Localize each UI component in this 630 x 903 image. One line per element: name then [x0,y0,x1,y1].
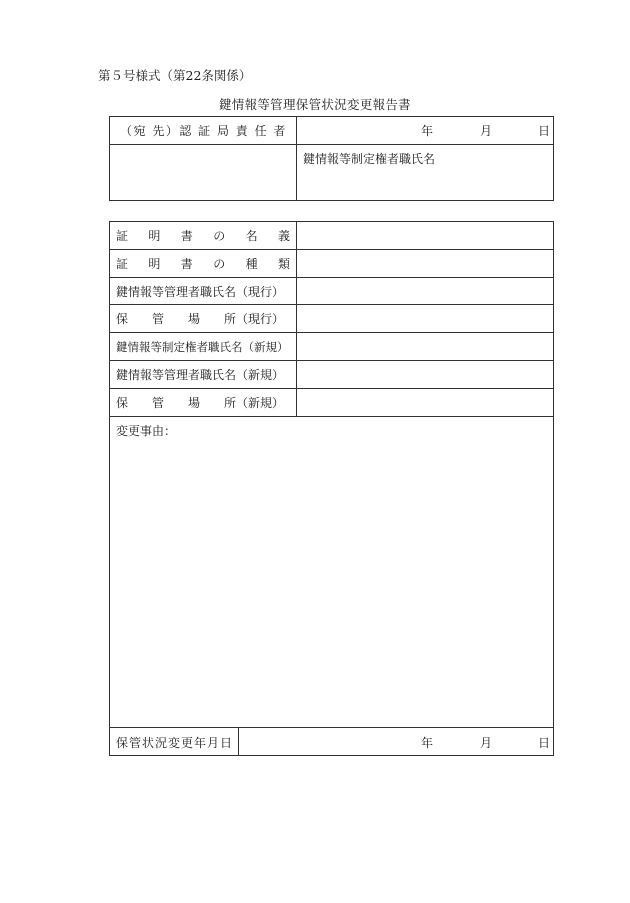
row-label-current-manager [110,278,296,304]
addressee-cell [110,117,296,144]
change-reason-label: 変更事由： [116,424,177,438]
row-value-current-manager[interactable] [297,278,553,304]
change-date-label: 保管状況変更年月日 [116,736,234,750]
signer-label: 鍵情報等制定権者職氏名 [303,152,436,166]
row-label-text: 鍵情報等管理者職氏名（現行） [116,284,285,299]
header-date-day: 日 [538,124,551,138]
header-date-month: 月 [480,124,493,138]
form-number-label: 第５号様式（第22条関係） [98,68,252,83]
header-date[interactable] [297,122,553,142]
addressee-label: （宛 先）認 証 局 責 任 者 [120,124,287,138]
change-date-field[interactable] [239,734,553,754]
addressee-name-field[interactable] [110,145,296,200]
header-date-year: 年 [421,124,434,138]
footer-date-day: 日 [538,736,551,750]
row-label-text: 証 明 書 の 種 類 [116,257,290,271]
change-date-label-cell [110,728,238,755]
row-label-current-location [110,305,296,332]
row-label-new-authority [110,333,296,360]
main-table [109,221,554,756]
row-label-text: 保 管 場 所（新規） [116,396,285,410]
row-value-new-location[interactable] [297,389,553,416]
footer-date-year: 年 [421,736,434,750]
row-value-new-manager[interactable] [297,361,553,388]
row-label-text: 保 管 場 所（現行） [116,312,285,326]
row-value-new-authority[interactable] [297,333,553,360]
row-value-certificate-type[interactable] [297,250,553,277]
header-table [109,116,554,201]
row-label-new-location [110,389,296,416]
row-label-new-manager [110,361,296,388]
document-title: 鍵情報等管理保管状況変更報告書 [218,97,411,112]
row-label-text: 鍵情報等管理者職氏名（新規） [116,368,285,382]
footer-date-month: 月 [480,736,493,750]
change-reason-field[interactable] [110,417,553,727]
signer-cell[interactable] [297,145,553,200]
row-label-text: 鍵情報等制定権者職氏名（新規） [116,339,289,354]
row-label-certificate-name [110,222,296,249]
row-value-current-location[interactable] [297,305,553,332]
row-label-certificate-type [110,250,296,277]
row-value-certificate-name[interactable] [297,222,553,249]
row-label-text: 証 明 書 の 名 義 [116,229,290,243]
